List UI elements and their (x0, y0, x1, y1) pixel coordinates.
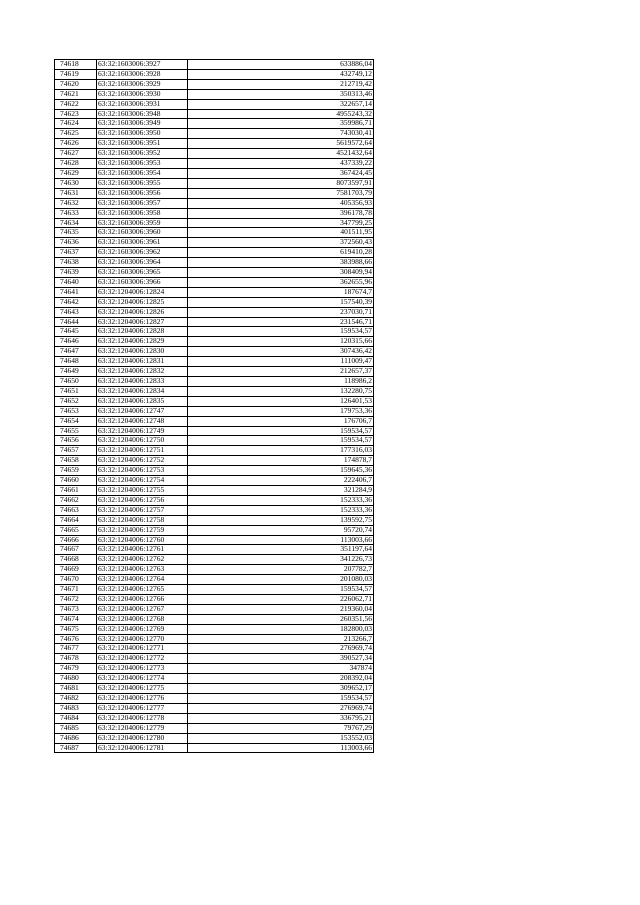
table-row (55, 604, 374, 614)
cadastral-number-cell: 63:32:1603006:3951 (97, 139, 188, 149)
table-row (55, 377, 374, 387)
table-row (55, 79, 374, 89)
row-number-cell: 74631 (55, 188, 97, 198)
value-cell: 619410,28 (188, 248, 374, 258)
value-cell: 157540,39 (188, 297, 374, 307)
row-number-cell: 74654 (55, 416, 97, 426)
table-row (55, 327, 374, 337)
table-row (55, 654, 374, 664)
value-cell: 182800,03 (188, 624, 374, 634)
cadastral-number-cell: 63:32:1603006:3950 (97, 129, 188, 139)
table-row (55, 446, 374, 456)
table-row (55, 684, 374, 694)
row-number-cell: 74675 (55, 624, 97, 634)
value-cell: 276969,74 (188, 644, 374, 654)
data-table (54, 59, 374, 753)
row-number-cell: 74630 (55, 178, 97, 188)
cadastral-number-cell: 63:32:1204006:12762 (97, 555, 188, 565)
value-cell: 159645,36 (188, 466, 374, 476)
value-cell: 208392,04 (188, 674, 374, 684)
row-number-cell: 74624 (55, 119, 97, 129)
value-cell: 743030,41 (188, 129, 374, 139)
value-cell: 321284,9 (188, 485, 374, 495)
value-cell: 341226,73 (188, 555, 374, 565)
table-row (55, 505, 374, 515)
table-row (55, 535, 374, 545)
cadastral-number-cell: 63:32:1204006:12827 (97, 317, 188, 327)
cadastral-number-cell: 63:32:1204006:12754 (97, 476, 188, 486)
value-cell: 213266,7 (188, 634, 374, 644)
cadastral-number-cell: 63:32:1204006:12835 (97, 396, 188, 406)
table-row (55, 218, 374, 228)
row-number-cell: 74668 (55, 555, 97, 565)
row-number-cell: 74649 (55, 367, 97, 377)
cadastral-number-cell: 63:32:1603006:3928 (97, 69, 188, 79)
cadastral-number-cell: 63:32:1204006:12773 (97, 664, 188, 674)
table-row (55, 178, 374, 188)
row-number-cell: 74678 (55, 654, 97, 664)
table-row (55, 109, 374, 119)
value-cell: 347874 (188, 664, 374, 674)
row-number-cell: 74683 (55, 703, 97, 713)
cadastral-number-cell: 63:32:1204006:12770 (97, 634, 188, 644)
value-cell: 139592,75 (188, 515, 374, 525)
value-cell: 5619572,64 (188, 139, 374, 149)
value-cell: 187674,7 (188, 287, 374, 297)
row-number-cell: 74666 (55, 535, 97, 545)
cadastral-number-cell: 63:32:1603006:3960 (97, 228, 188, 238)
table-row (55, 208, 374, 218)
value-cell: 383988,66 (188, 258, 374, 268)
table-row (55, 416, 374, 426)
cadastral-number-cell: 63:32:1204006:12748 (97, 416, 188, 426)
cadastral-number-cell: 63:32:1603006:3930 (97, 89, 188, 99)
value-cell: 113003,66 (188, 743, 374, 753)
cadastral-number-cell: 63:32:1603006:3954 (97, 168, 188, 178)
table-body (55, 60, 374, 753)
row-number-cell: 74640 (55, 277, 97, 287)
value-cell: 4521432,64 (188, 149, 374, 159)
cadastral-number-cell: 63:32:1204006:12777 (97, 703, 188, 713)
table-row (55, 713, 374, 723)
row-number-cell: 74620 (55, 79, 97, 89)
table-row (55, 297, 374, 307)
cadastral-number-cell: 63:32:1204006:12764 (97, 575, 188, 585)
table-row (55, 456, 374, 466)
cadastral-number-cell: 63:32:1204006:12824 (97, 287, 188, 297)
cadastral-number-cell: 63:32:1204006:12775 (97, 684, 188, 694)
row-number-cell: 74653 (55, 406, 97, 416)
row-number-cell: 74664 (55, 515, 97, 525)
table-row (55, 575, 374, 585)
value-cell: 176706,7 (188, 416, 374, 426)
value-cell: 401511,95 (188, 228, 374, 238)
row-number-cell: 74647 (55, 347, 97, 357)
cadastral-number-cell: 63:32:1603006:3949 (97, 119, 188, 129)
row-number-cell: 74633 (55, 208, 97, 218)
row-number-cell: 74669 (55, 565, 97, 575)
value-cell: 362655,96 (188, 277, 374, 287)
row-number-cell: 74655 (55, 426, 97, 436)
cadastral-number-cell: 63:32:1204006:12781 (97, 743, 188, 753)
cadastral-number-cell: 63:32:1603006:3953 (97, 159, 188, 169)
table-row (55, 168, 374, 178)
table-row (55, 238, 374, 248)
table-row (55, 585, 374, 595)
cadastral-number-cell: 63:32:1204006:12760 (97, 535, 188, 545)
row-number-cell: 74645 (55, 327, 97, 337)
table-row (55, 367, 374, 377)
row-number-cell: 74625 (55, 129, 97, 139)
row-number-cell: 74665 (55, 525, 97, 535)
row-number-cell: 74682 (55, 694, 97, 704)
value-cell: 153552,03 (188, 733, 374, 743)
value-cell: 152333,36 (188, 495, 374, 505)
cadastral-number-cell: 63:32:1204006:12759 (97, 525, 188, 535)
row-number-cell: 74622 (55, 99, 97, 109)
row-number-cell: 74658 (55, 456, 97, 466)
cadastral-number-cell: 63:32:1204006:12825 (97, 297, 188, 307)
cadastral-number-cell: 63:32:1204006:12747 (97, 406, 188, 416)
row-number-cell: 74661 (55, 485, 97, 495)
value-cell: 95720,74 (188, 525, 374, 535)
value-cell: 309652,17 (188, 684, 374, 694)
table-row (55, 396, 374, 406)
table-row (55, 228, 374, 238)
table-row (55, 60, 374, 70)
table-row (55, 594, 374, 604)
value-cell: 159534,57 (188, 327, 374, 337)
value-cell: 237030,71 (188, 307, 374, 317)
value-cell: 159534,57 (188, 426, 374, 436)
table-row (55, 495, 374, 505)
cadastral-number-cell: 63:32:1603006:3955 (97, 178, 188, 188)
cadastral-number-cell: 63:32:1204006:12768 (97, 614, 188, 624)
row-number-cell: 74626 (55, 139, 97, 149)
cadastral-number-cell: 63:32:1603006:3952 (97, 149, 188, 159)
row-number-cell: 74686 (55, 733, 97, 743)
row-number-cell: 74679 (55, 664, 97, 674)
row-number-cell: 74667 (55, 545, 97, 555)
value-cell: 159534,57 (188, 436, 374, 446)
row-number-cell: 74672 (55, 594, 97, 604)
row-number-cell: 74634 (55, 218, 97, 228)
row-number-cell: 74650 (55, 377, 97, 387)
table-row (55, 347, 374, 357)
cadastral-number-cell: 63:32:1204006:12758 (97, 515, 188, 525)
cadastral-number-cell: 63:32:1204006:12832 (97, 367, 188, 377)
row-number-cell: 74670 (55, 575, 97, 585)
row-number-cell: 74629 (55, 168, 97, 178)
value-cell: 633886,04 (188, 60, 374, 70)
cadastral-number-cell: 63:32:1204006:12753 (97, 466, 188, 476)
row-number-cell: 74641 (55, 287, 97, 297)
value-cell: 307436,42 (188, 347, 374, 357)
row-number-cell: 74639 (55, 268, 97, 278)
cadastral-number-cell: 63:32:1204006:12779 (97, 723, 188, 733)
row-number-cell: 74619 (55, 69, 97, 79)
cadastral-number-cell: 63:32:1204006:12826 (97, 307, 188, 317)
value-cell: 226062,71 (188, 594, 374, 604)
row-number-cell: 74637 (55, 248, 97, 258)
table-row (55, 743, 374, 753)
value-cell: 7581703,79 (188, 188, 374, 198)
value-cell: 396178,78 (188, 208, 374, 218)
table-row (55, 268, 374, 278)
table-row (55, 198, 374, 208)
cadastral-number-cell: 63:32:1204006:12828 (97, 327, 188, 337)
row-number-cell: 74648 (55, 357, 97, 367)
value-cell: 372560,43 (188, 238, 374, 248)
cadastral-number-cell: 63:32:1204006:12776 (97, 694, 188, 704)
row-number-cell: 74663 (55, 505, 97, 515)
value-cell: 222406,7 (188, 476, 374, 486)
table-row (55, 644, 374, 654)
row-number-cell: 74656 (55, 436, 97, 446)
cadastral-number-cell: 63:32:1603006:3959 (97, 218, 188, 228)
value-cell: 336795,21 (188, 713, 374, 723)
table-row (55, 337, 374, 347)
cadastral-number-cell: 63:32:1204006:12750 (97, 436, 188, 446)
value-cell: 322657,14 (188, 99, 374, 109)
cadastral-number-cell: 63:32:1204006:12829 (97, 337, 188, 347)
table-row (55, 555, 374, 565)
table-row (55, 89, 374, 99)
cadastral-number-cell: 63:32:1603006:3965 (97, 268, 188, 278)
cadastral-number-cell: 63:32:1204006:12772 (97, 654, 188, 664)
value-cell: 120315,66 (188, 337, 374, 347)
row-number-cell: 74659 (55, 466, 97, 476)
cadastral-number-cell: 63:32:1204006:12763 (97, 565, 188, 575)
table-row (55, 733, 374, 743)
row-number-cell: 74673 (55, 604, 97, 614)
row-number-cell: 74651 (55, 386, 97, 396)
row-number-cell: 74621 (55, 89, 97, 99)
value-cell: 4955243,32 (188, 109, 374, 119)
table-row (55, 248, 374, 258)
value-cell: 437339,22 (188, 159, 374, 169)
row-number-cell: 74632 (55, 198, 97, 208)
table-row (55, 515, 374, 525)
table-row (55, 674, 374, 684)
cadastral-number-cell: 63:32:1603006:3964 (97, 258, 188, 268)
cadastral-number-cell: 63:32:1204006:12833 (97, 377, 188, 387)
row-number-cell: 74627 (55, 149, 97, 159)
value-cell: 308409,94 (188, 268, 374, 278)
value-cell: 347799,25 (188, 218, 374, 228)
row-number-cell: 74628 (55, 159, 97, 169)
table-row (55, 664, 374, 674)
table-row (55, 565, 374, 575)
table-row (55, 466, 374, 476)
row-number-cell: 74652 (55, 396, 97, 406)
cadastral-number-cell: 63:32:1603006:3931 (97, 99, 188, 109)
cadastral-number-cell: 63:32:1204006:12831 (97, 357, 188, 367)
table-row (55, 426, 374, 436)
table-row (55, 159, 374, 169)
value-cell: 260351,56 (188, 614, 374, 624)
cadastral-number-cell: 63:32:1204006:12778 (97, 713, 188, 723)
cadastral-number-cell: 63:32:1204006:12769 (97, 624, 188, 634)
value-cell: 111009,47 (188, 357, 374, 367)
value-cell: 207782,7 (188, 565, 374, 575)
value-cell: 405356,93 (188, 198, 374, 208)
cadastral-number-cell: 63:32:1204006:12830 (97, 347, 188, 357)
value-cell: 359986,71 (188, 119, 374, 129)
cadastral-number-cell: 63:32:1603006:3966 (97, 277, 188, 287)
table-row (55, 545, 374, 555)
table-row (55, 723, 374, 733)
row-number-cell: 74685 (55, 723, 97, 733)
row-number-cell: 74642 (55, 297, 97, 307)
value-cell: 219360,04 (188, 604, 374, 614)
table-row (55, 624, 374, 634)
table-row (55, 614, 374, 624)
table-row (55, 386, 374, 396)
table-row (55, 307, 374, 317)
value-cell: 201080,03 (188, 575, 374, 585)
cadastral-number-cell: 63:32:1204006:12771 (97, 644, 188, 654)
cadastral-number-cell: 63:32:1603006:3956 (97, 188, 188, 198)
table-row (55, 129, 374, 139)
row-number-cell: 74643 (55, 307, 97, 317)
row-number-cell: 74677 (55, 644, 97, 654)
row-number-cell: 74681 (55, 684, 97, 694)
value-cell: 8073597,91 (188, 178, 374, 188)
value-cell: 126401,53 (188, 396, 374, 406)
cadastral-number-cell: 63:32:1204006:12780 (97, 733, 188, 743)
cadastral-number-cell: 63:32:1204006:12751 (97, 446, 188, 456)
row-number-cell: 74635 (55, 228, 97, 238)
row-number-cell: 74618 (55, 60, 97, 70)
value-cell: 367424,45 (188, 168, 374, 178)
value-cell: 118986,2 (188, 377, 374, 387)
value-cell: 174878,7 (188, 456, 374, 466)
row-number-cell: 74671 (55, 585, 97, 595)
cadastral-number-cell: 63:32:1204006:12761 (97, 545, 188, 555)
row-number-cell: 74684 (55, 713, 97, 723)
cadastral-number-cell: 63:32:1603006:3962 (97, 248, 188, 258)
table-row (55, 69, 374, 79)
table-row (55, 287, 374, 297)
cadastral-number-cell: 63:32:1204006:12767 (97, 604, 188, 614)
cadastral-number-cell: 63:32:1204006:12774 (97, 674, 188, 684)
table-row (55, 357, 374, 367)
cadastral-number-cell: 63:32:1603006:3958 (97, 208, 188, 218)
cadastral-number-cell: 63:32:1204006:12834 (97, 386, 188, 396)
value-cell: 79767,29 (188, 723, 374, 733)
row-number-cell: 74660 (55, 476, 97, 486)
table-row (55, 317, 374, 327)
row-number-cell: 74646 (55, 337, 97, 347)
value-cell: 351197,64 (188, 545, 374, 555)
cadastral-number-cell: 63:32:1603006:3929 (97, 79, 188, 89)
table-row (55, 476, 374, 486)
cadastral-number-cell: 63:32:1204006:12766 (97, 594, 188, 604)
cadastral-number-cell: 63:32:1603006:3948 (97, 109, 188, 119)
cadastral-number-cell: 63:32:1204006:12755 (97, 485, 188, 495)
cadastral-number-cell: 63:32:1204006:12765 (97, 585, 188, 595)
value-cell: 212719,42 (188, 79, 374, 89)
row-number-cell: 74638 (55, 258, 97, 268)
value-cell: 177316,03 (188, 446, 374, 456)
value-cell: 212657,37 (188, 367, 374, 377)
row-number-cell: 74623 (55, 109, 97, 119)
table-row (55, 634, 374, 644)
cadastral-number-cell: 63:32:1204006:12757 (97, 505, 188, 515)
row-number-cell: 74674 (55, 614, 97, 624)
table-row (55, 703, 374, 713)
cadastral-number-cell: 63:32:1603006:3961 (97, 238, 188, 248)
cadastral-number-cell: 63:32:1204006:12752 (97, 456, 188, 466)
value-cell: 432749,12 (188, 69, 374, 79)
table-row (55, 694, 374, 704)
table-row (55, 525, 374, 535)
table-row (55, 188, 374, 198)
value-cell: 159534,57 (188, 585, 374, 595)
value-cell: 231546,71 (188, 317, 374, 327)
row-number-cell: 74662 (55, 495, 97, 505)
cadastral-number-cell: 63:32:1204006:12749 (97, 426, 188, 436)
value-cell: 350313,46 (188, 89, 374, 99)
cadastral-number-cell: 63:32:1603006:3957 (97, 198, 188, 208)
value-cell: 276969,74 (188, 703, 374, 713)
table-row (55, 149, 374, 159)
value-cell: 132280,75 (188, 386, 374, 396)
cadastral-number-cell: 63:32:1204006:12756 (97, 495, 188, 505)
table-row (55, 258, 374, 268)
row-number-cell: 74644 (55, 317, 97, 327)
table-row (55, 485, 374, 495)
cadastral-number-cell: 63:32:1603006:3927 (97, 60, 188, 70)
table-row (55, 139, 374, 149)
table-row (55, 406, 374, 416)
value-cell: 152333,36 (188, 505, 374, 515)
row-number-cell: 74687 (55, 743, 97, 753)
row-number-cell: 74676 (55, 634, 97, 644)
row-number-cell: 74657 (55, 446, 97, 456)
value-cell: 179753,36 (188, 406, 374, 416)
table-row (55, 277, 374, 287)
value-cell: 159534,57 (188, 694, 374, 704)
value-cell: 390527,34 (188, 654, 374, 664)
table-row (55, 119, 374, 129)
value-cell: 113003,66 (188, 535, 374, 545)
table-row (55, 436, 374, 446)
row-number-cell: 74636 (55, 238, 97, 248)
table-row (55, 99, 374, 109)
row-number-cell: 74680 (55, 674, 97, 684)
